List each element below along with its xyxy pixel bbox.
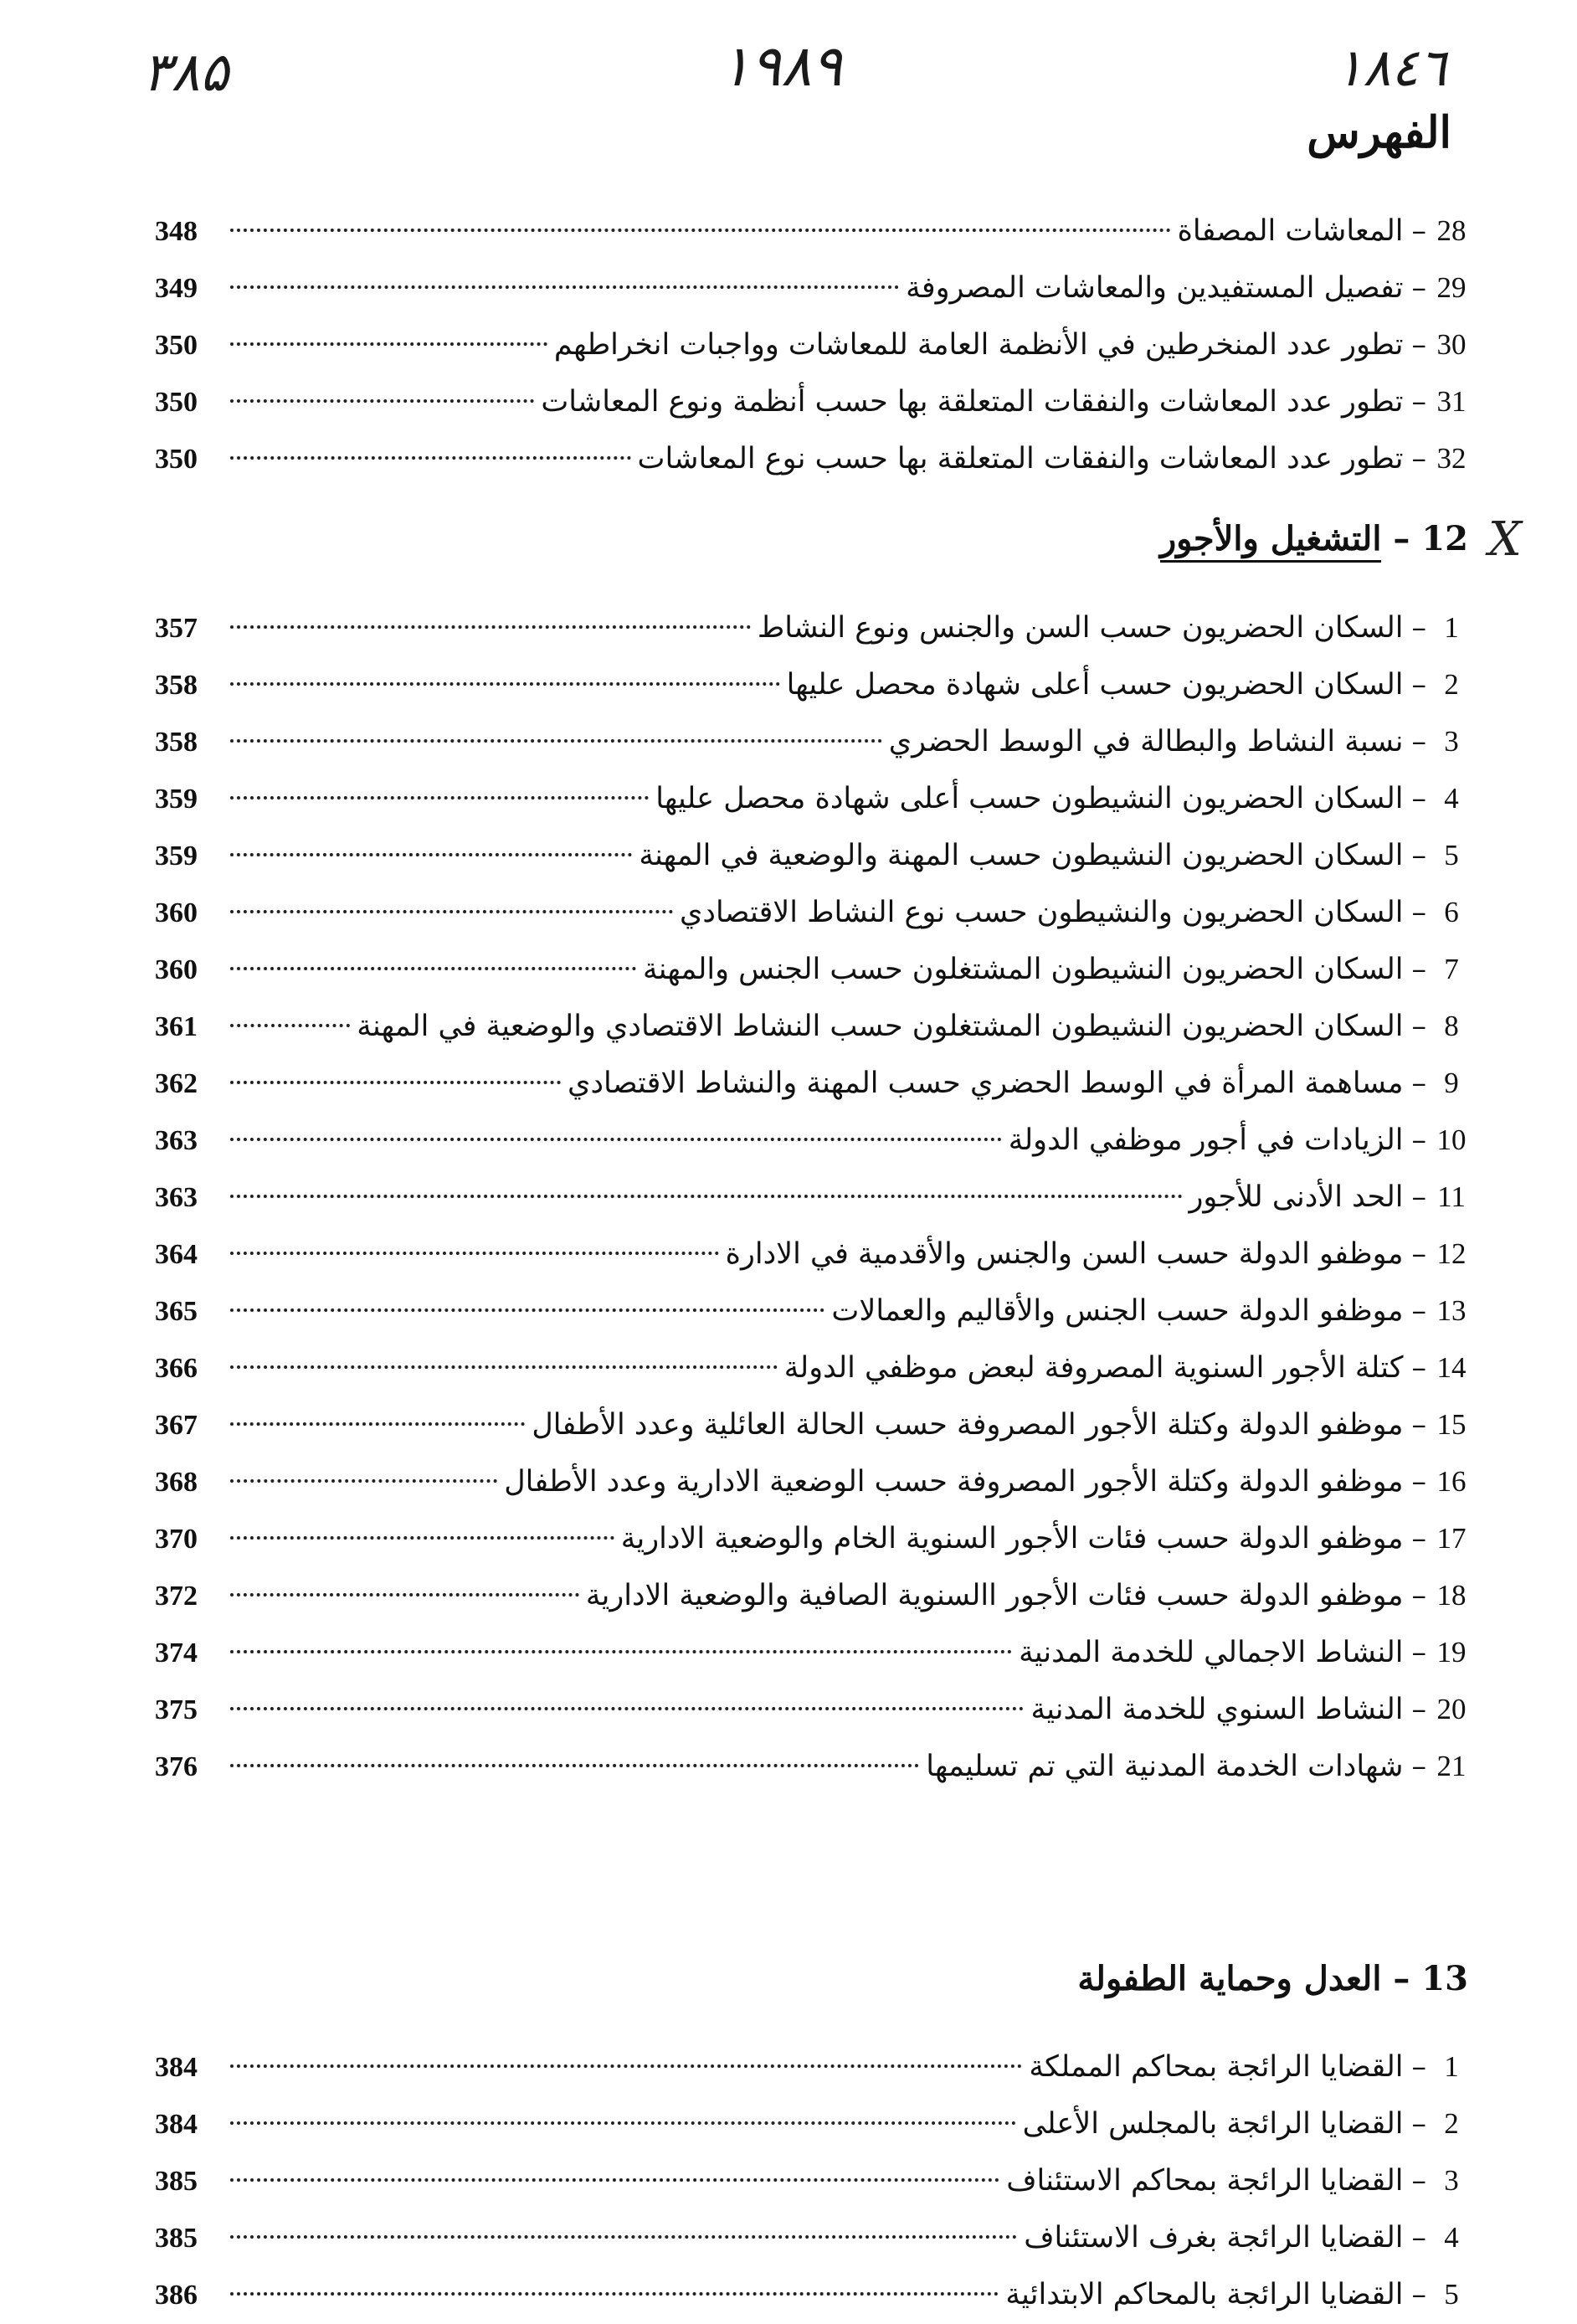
entry-page-number: 363 <box>155 1182 198 1213</box>
entry-dash: – <box>1411 1522 1426 1555</box>
entry-title: السكان الحضريون النشيطون المشتغلون حسب الجنس والمهنة <box>643 953 1404 986</box>
entry-title: نسبة النشاط والبطالة في الوسط الحضري <box>888 725 1404 758</box>
dot-leader <box>230 399 534 403</box>
entry-title: موظفو الدولة حسب الجنس والأقاليم والعمالات <box>831 1294 1404 1328</box>
entry-dash: – <box>1411 271 1426 305</box>
entry-number: 18 <box>1436 1579 1467 1612</box>
toc-entry <box>155 1055 1468 1112</box>
entry-title: المعاشات المصفاة <box>1177 214 1404 248</box>
toc-list-section-13 <box>155 2039 1468 2323</box>
dot-leader <box>230 1764 919 1767</box>
entry-number: 20 <box>1436 1693 1467 1725</box>
entry-number: 32 <box>1436 442 1467 475</box>
entry-page-number: 360 <box>155 954 198 985</box>
entry-number: 4 <box>1444 2221 1459 2254</box>
entry-page-number: 366 <box>155 1353 198 1384</box>
entry-page-number: 372 <box>155 1581 198 1612</box>
entry-page-number: 359 <box>155 784 198 815</box>
entry-title: القضايا الرائجة بمحاكم الاستئناف <box>1006 2164 1404 2198</box>
toc-entry <box>155 2209 1468 2266</box>
entry-title: القضايا الرائجة بمحاكم المملكة <box>1029 2050 1404 2084</box>
entry-page-number: 363 <box>155 1125 198 1156</box>
entry-number: 21 <box>1436 1750 1467 1782</box>
toc-entry <box>155 1681 1468 1738</box>
entry-dash: – <box>1411 1123 1426 1157</box>
entry-title: القضايا الرائجة بالمحاكم الابتدائية <box>1005 2278 1404 2311</box>
entry-number: 9 <box>1444 1067 1459 1099</box>
toc-entry <box>155 1169 1468 1226</box>
dot-leader <box>230 229 1171 232</box>
dot-leader <box>230 910 673 913</box>
entry-title: مساهمة المرأة في الوسط الحضري حسب المهنة والنشاط الاقتصادي <box>568 1067 1404 1100</box>
entry-dash: – <box>1411 1465 1426 1499</box>
entry-number: 1 <box>1444 2050 1459 2083</box>
dot-leader <box>230 1479 497 1483</box>
entry-number: 11 <box>1437 1180 1466 1213</box>
entry-page-number: 361 <box>155 1011 198 1042</box>
entry-dash: – <box>1411 214 1426 248</box>
entry-number: 14 <box>1436 1351 1467 1384</box>
entry-number: 4 <box>1444 782 1459 815</box>
dot-leader <box>230 1024 350 1027</box>
entry-number: 1 <box>1444 611 1459 644</box>
toc-entry <box>155 1567 1468 1624</box>
entry-dash: – <box>1411 1294 1426 1328</box>
entry-page-number: 358 <box>155 670 198 701</box>
entry-page-number: 364 <box>155 1239 198 1270</box>
entry-page-number: 358 <box>155 727 198 758</box>
entry-title: السكان الحضريون النشيطون حسب أعلى شهادة محصل عليها <box>655 782 1404 815</box>
toc-entry <box>155 656 1468 713</box>
handwritten-note-right: ۱۸٤٦ <box>1335 37 1447 98</box>
entry-page-number: 385 <box>155 2223 198 2254</box>
dot-leader <box>230 682 780 686</box>
toc-entry <box>155 1738 1468 1795</box>
toc-entry <box>155 884 1468 941</box>
entry-dash: – <box>1411 611 1426 645</box>
section-title: التشغيل والأجور <box>1160 519 1382 563</box>
entry-page-number: 376 <box>155 1751 198 1782</box>
dot-leader <box>230 1422 525 1426</box>
entry-title: السكان الحضريون حسب أعلى شهادة محصل عليها <box>786 668 1404 702</box>
entry-page-number: 385 <box>155 2166 198 2197</box>
toc-entry <box>155 203 1468 260</box>
entry-dash: – <box>1411 2107 1426 2141</box>
entry-page-number: 350 <box>155 387 198 418</box>
entry-dash: – <box>1411 385 1426 419</box>
dot-leader <box>230 2292 999 2296</box>
entry-dash: – <box>1411 1180 1426 1214</box>
entry-number: 2 <box>1444 668 1459 701</box>
dot-leader <box>230 2235 1017 2239</box>
toc-entry <box>155 599 1468 656</box>
entry-number: 12 <box>1436 1237 1467 1270</box>
entry-dash: – <box>1411 328 1426 362</box>
entry-title: القضايا الرائجة بغرف الاستئناف <box>1024 2221 1404 2255</box>
dot-leader <box>230 2064 1022 2068</box>
entry-page-number: 365 <box>155 1296 198 1327</box>
dot-leader <box>230 1309 824 1312</box>
section-title: العدل وحماية الطفولة <box>1077 1959 1382 1998</box>
toc-entry <box>155 1396 1468 1453</box>
entry-title: كتلة الأجور السنوية المصروفة لبعض موظفي الدولة <box>783 1351 1404 1385</box>
entry-title: موظفو الدولة وكتلة الأجور المصروفة حسب الحالة العائلية وعدد الأطفال <box>532 1408 1404 1442</box>
entry-page-number: 350 <box>155 444 198 475</box>
entry-number: 30 <box>1436 328 1467 361</box>
section-number: 13 <box>1421 1959 1468 1998</box>
dot-leader <box>230 2121 1016 2125</box>
toc-entry <box>155 1112 1468 1169</box>
entry-title: السكان الحضريون حسب السن والجنس ونوع النشاط <box>757 611 1404 645</box>
handwritten-note-left: ۳۸۵ <box>142 42 229 104</box>
dot-leader <box>230 1365 778 1369</box>
entry-page-number: 384 <box>155 2052 198 2083</box>
entry-page-number: 359 <box>155 841 198 872</box>
entry-number: 7 <box>1444 953 1459 985</box>
entry-dash: – <box>1411 1351 1426 1385</box>
entry-dash: – <box>1411 1237 1426 1271</box>
entry-number: 16 <box>1436 1465 1467 1498</box>
dot-leader <box>230 1138 1002 1141</box>
entry-dash: – <box>1411 896 1426 929</box>
entry-dash: – <box>1411 2164 1426 2198</box>
entry-title: موظفو الدولة حسب السن والجنس والأقدمية في الادارة <box>725 1237 1404 1271</box>
dot-leader <box>230 739 882 743</box>
entry-number: 31 <box>1436 385 1467 418</box>
entry-dash: – <box>1411 2050 1426 2084</box>
entry-dash: – <box>1411 2221 1426 2255</box>
toc-entry <box>155 1510 1468 1567</box>
entry-page-number: 375 <box>155 1694 198 1725</box>
entry-number: 15 <box>1436 1408 1467 1441</box>
toc-entry <box>155 2095 1468 2152</box>
entry-title: شهادات الخدمة المدنية التي تم تسليمها <box>926 1750 1404 1783</box>
section-heading-12: 12 – التشغيل والأجور <box>1160 519 1468 558</box>
entry-number: 5 <box>1444 839 1459 872</box>
entry-title: تطور عدد المعاشات والنفقات المتعلقة بها حسب أنظمة ونوع المعاشات <box>541 385 1404 419</box>
entry-dash: – <box>1411 725 1426 758</box>
entry-dash: – <box>1411 1750 1426 1783</box>
toc-entry <box>155 1339 1468 1396</box>
dot-leader <box>230 2178 999 2182</box>
entry-page-number: 360 <box>155 897 198 928</box>
dot-leader <box>230 1593 579 1596</box>
toc-entry <box>155 1226 1468 1283</box>
entry-title: السكان الحضريون والنشيطون حسب نوع النشاط الاقتصادي <box>680 896 1404 929</box>
toc-entry <box>155 316 1468 373</box>
page-title: الفهرس <box>1307 107 1451 158</box>
section-number: 12 <box>1421 519 1468 558</box>
dot-leader <box>230 625 751 629</box>
entry-title: السكان الحضريون النشيطون حسب المهنة والوضعية في المهنة <box>639 839 1404 872</box>
entry-title: موظفو الدولة حسب فئات الأجور االسنوية الصافية والوضعية الادارية <box>585 1579 1404 1612</box>
entry-number: 19 <box>1436 1636 1467 1668</box>
entry-title: تطور عدد المعاشات والنفقات المتعلقة بها حسب نوع المعاشات <box>637 442 1404 476</box>
toc-entry <box>155 713 1468 770</box>
entry-title: تطور عدد المنخرطين في الأنظمة العامة للمعاشات وواجبات انخراطهم <box>553 328 1404 362</box>
toc-entry <box>155 260 1468 316</box>
dot-leader <box>230 1081 561 1084</box>
entry-dash: – <box>1411 953 1426 986</box>
toc-list-section-12 <box>155 599 1468 1795</box>
toc-entry <box>155 2266 1468 2323</box>
entry-dash: – <box>1411 668 1426 702</box>
entry-number: 13 <box>1436 1294 1467 1327</box>
entry-title: النشاط السنوي للخدمة المدنية <box>1030 1693 1404 1726</box>
toc-entry <box>155 2152 1468 2209</box>
entry-page-number: 350 <box>155 330 198 361</box>
entry-number: 3 <box>1444 2164 1459 2197</box>
entry-title: تفصيل المستفيدين والمعاشات المصروفة <box>906 271 1404 305</box>
entry-title: القضايا الرائجة بالمجلس الأعلى <box>1022 2107 1404 2141</box>
entry-number: 5 <box>1444 2278 1459 2311</box>
entry-dash: – <box>1411 1693 1426 1726</box>
entry-number: 28 <box>1436 214 1467 247</box>
dot-leader <box>230 796 649 800</box>
toc-entry <box>155 1624 1468 1681</box>
handwritten-check-mark: X <box>1488 512 1522 567</box>
entry-number: 29 <box>1436 271 1467 304</box>
dot-leader <box>230 1707 1024 1710</box>
entry-dash: – <box>1411 2278 1426 2311</box>
entry-page-number: 357 <box>155 613 198 644</box>
entry-dash: – <box>1411 1579 1426 1612</box>
toc-entry <box>155 1283 1468 1339</box>
entry-number: 6 <box>1444 896 1459 928</box>
entry-title: موظفو الدولة وكتلة الأجور المصروفة حسب الوضعية الادارية وعدد الأطفال <box>504 1465 1404 1499</box>
entry-number: 10 <box>1436 1123 1467 1156</box>
toc-entry <box>155 2039 1468 2095</box>
dot-leader <box>230 853 632 856</box>
entry-page-number: 370 <box>155 1524 198 1555</box>
entry-page-number: 386 <box>155 2280 198 2311</box>
entry-page-number: 349 <box>155 273 198 304</box>
dot-leader <box>230 285 899 289</box>
dot-leader <box>230 967 636 970</box>
entry-page-number: 384 <box>155 2109 198 2140</box>
dot-leader <box>230 1252 719 1255</box>
entry-dash: – <box>1411 442 1426 476</box>
toc-list-continued <box>155 203 1468 487</box>
entry-title: السكان الحضريون النشيطون المشتغلون حسب النشاط الاقتصادي والوضعية في المهنة <box>357 1010 1404 1043</box>
entry-page-number: 367 <box>155 1410 198 1441</box>
toc-entry <box>155 770 1468 827</box>
toc-entry <box>155 1453 1468 1510</box>
toc-entry <box>155 827 1468 884</box>
entry-title: موظفو الدولة حسب فئات الأجور السنوية الخام والوضعية الادارية <box>620 1522 1404 1555</box>
toc-entry <box>155 430 1468 487</box>
entry-number: 17 <box>1436 1522 1467 1555</box>
dot-leader <box>230 1195 1183 1198</box>
toc-entry <box>155 998 1468 1055</box>
entry-title: النشاط الاجمالي للخدمة المدنية <box>1019 1636 1404 1669</box>
toc-entry <box>155 941 1468 998</box>
entry-dash: – <box>1411 1636 1426 1669</box>
entry-dash: – <box>1411 782 1426 815</box>
entry-number: 2 <box>1444 2107 1459 2140</box>
entry-number: 3 <box>1444 725 1459 758</box>
entry-page-number: 362 <box>155 1068 198 1099</box>
entry-title: الزيادات في أجور موظفي الدولة <box>1008 1123 1404 1157</box>
section-heading-13: 13 – العدل وحماية الطفولة <box>1077 1959 1468 1998</box>
handwritten-note-center: ۱۹۸۹ <box>720 33 843 100</box>
entry-dash: – <box>1411 1010 1426 1043</box>
entry-title: الحد الأدنى للأجور <box>1189 1180 1404 1214</box>
dot-leader <box>230 342 547 346</box>
entry-page-number: 368 <box>155 1467 198 1498</box>
entry-page-number: 348 <box>155 216 198 247</box>
entry-number: 8 <box>1444 1010 1459 1042</box>
dot-leader <box>230 1650 1012 1653</box>
dot-leader <box>230 456 631 460</box>
entry-dash: – <box>1411 1408 1426 1442</box>
entry-dash: – <box>1411 1067 1426 1100</box>
entry-page-number: 374 <box>155 1638 198 1668</box>
entry-dash: – <box>1411 839 1426 872</box>
dot-leader <box>230 1536 614 1540</box>
toc-entry <box>155 373 1468 430</box>
